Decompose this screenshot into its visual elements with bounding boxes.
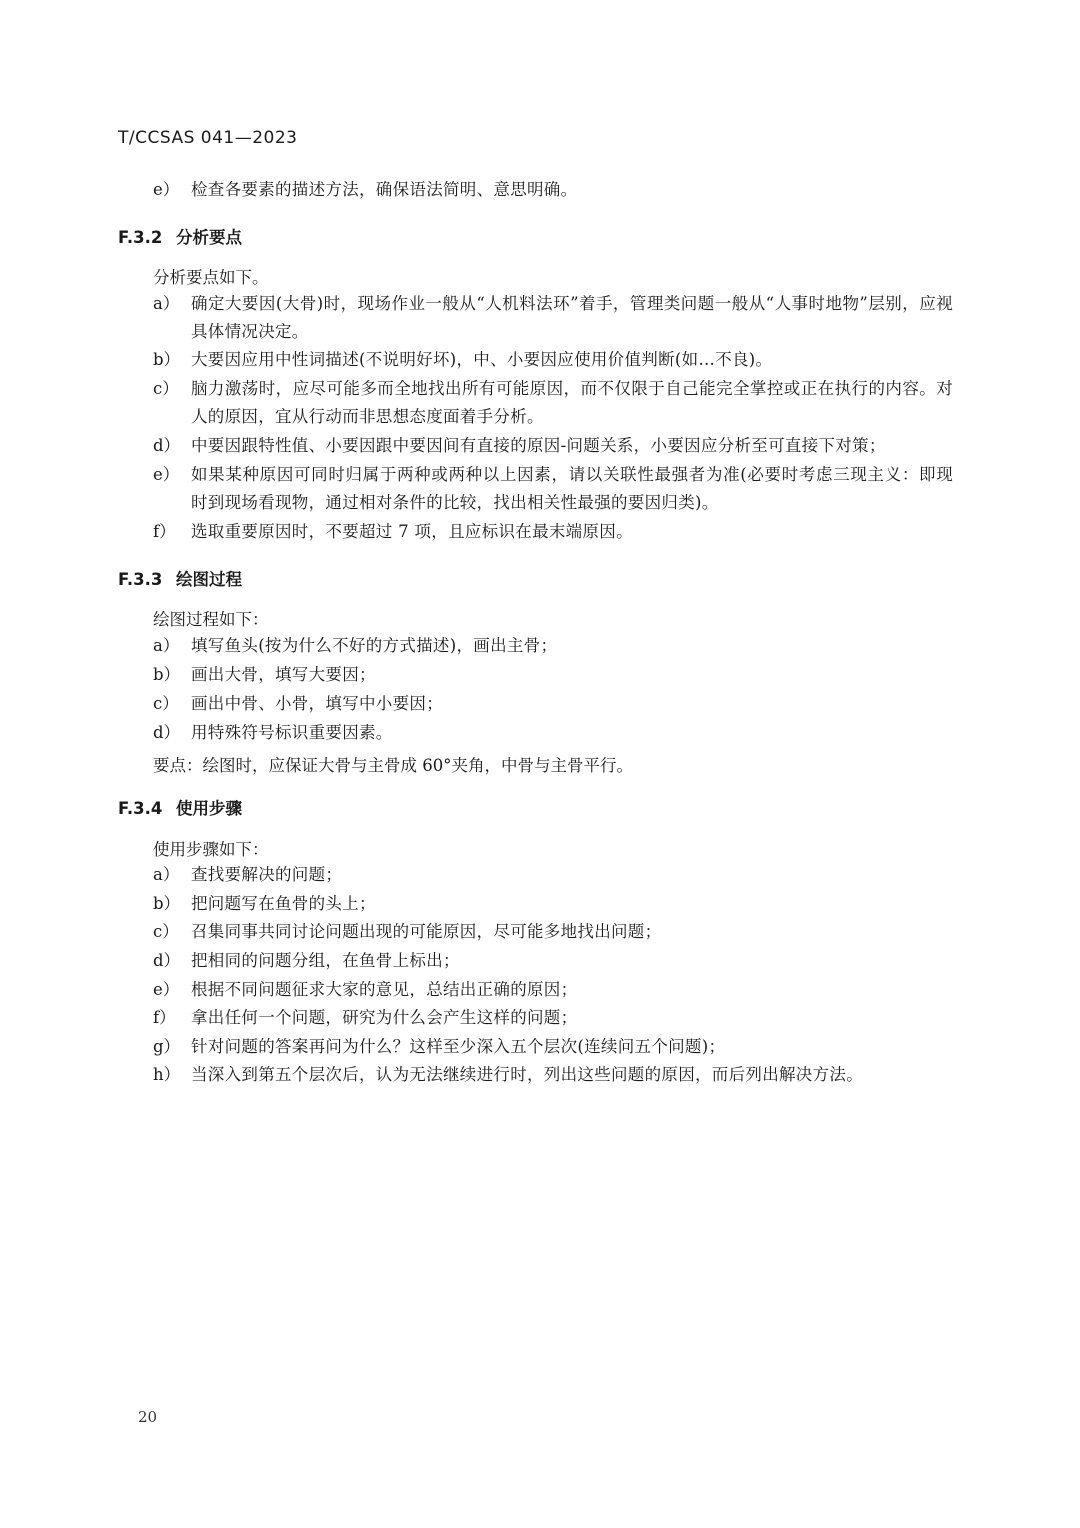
list-item xyxy=(153,890,953,918)
section-lead: 使用步骤如下： xyxy=(153,840,269,859)
item-text: 把问题写在鱼骨的头上； xyxy=(191,894,376,913)
section-heading xyxy=(118,795,242,819)
item-text: 如果某种原因可同时归属于两种或两种以上因素，请以关联性最强者为准(必要时考虑三现主义：即现时到现场看现物，通过相对条件的比较，找出相关性最强的要因归类)。 xyxy=(191,465,953,512)
item-text: 画出大骨，填写大要因； xyxy=(191,665,376,684)
item-marker: e） xyxy=(153,465,180,484)
item-marker: f） xyxy=(153,1008,176,1027)
list-item xyxy=(153,290,953,346)
item-marker: e） xyxy=(153,980,180,999)
list-item xyxy=(153,947,953,975)
item-marker: d） xyxy=(153,951,181,970)
item-marker: c） xyxy=(153,922,179,941)
list-item xyxy=(153,1061,953,1089)
item-marker: b） xyxy=(153,894,181,913)
item-marker: a） xyxy=(153,865,180,884)
item-marker: a） xyxy=(153,636,180,655)
list-item xyxy=(153,632,953,660)
standard-code: T/CCSAS 041—2023 xyxy=(118,128,298,148)
item-text: 选取重要原因时，不要超过 7 项，且应标识在最末端原因。 xyxy=(191,522,633,541)
list-item xyxy=(153,375,953,431)
list-item xyxy=(153,1004,953,1032)
list-item xyxy=(153,690,953,718)
section-heading xyxy=(118,566,242,590)
item-text: 召集同事共同讨论问题出现的可能原因，尽可能多地找出问题； xyxy=(191,922,662,941)
item-marker: c） xyxy=(153,694,179,713)
section-number: F.3.4 xyxy=(118,799,163,818)
list-item xyxy=(153,432,953,460)
item-text: 针对问题的答案再问为什么？这样至少深入五个层次(连续问五个问题)； xyxy=(191,1037,726,1056)
item-text: 脑力激荡时，应尽可能多而全地找出所有可能原因，而不仅限于自己能完全掌控或正在执行的内容。对人的原因，宜从行动而非思想态度面着手分析。 xyxy=(191,379,953,426)
list-item xyxy=(153,346,953,374)
list-item xyxy=(153,661,953,689)
item-text: 当深入到第五个层次后，认为无法继续进行时，列出这些问题的原因，而后列出解决方法。 xyxy=(191,1065,863,1084)
list-item xyxy=(153,918,953,946)
item-marker: f） xyxy=(153,522,176,541)
list-item xyxy=(153,461,953,517)
list-item xyxy=(153,176,953,204)
item-text: 根据不同问题征求大家的意见，总结出正确的原因； xyxy=(191,980,578,999)
item-marker: d） xyxy=(153,436,181,455)
item-marker: b） xyxy=(153,665,181,684)
item-text: 检查各要素的描述方法，确保语法简明、意思明确。 xyxy=(191,180,578,199)
section-title: 分析要点 xyxy=(176,228,242,247)
list-item xyxy=(153,1033,953,1061)
item-text: 把相同的问题分组，在鱼骨上标出； xyxy=(191,951,460,970)
item-text: 用特殊符号标识重要因素。 xyxy=(191,723,393,742)
item-marker: e） xyxy=(153,180,180,199)
item-text: 中要因跟特性值、小要因跟中要因间有直接的原因-问题关系，小要因应分析至可直接下对策； xyxy=(191,436,886,455)
item-text: 大要因应用中性词描述(不说明好坏)，中、小要因应使用价值判断(如…不良)。 xyxy=(191,350,773,369)
section-heading xyxy=(118,224,242,248)
item-text: 查找要解决的问题； xyxy=(191,865,343,884)
item-text: 填写鱼头(按为什么不好的方式描述)，画出主骨； xyxy=(191,636,558,655)
section-note: 要点：绘图时，应保证大骨与主骨成 60°夹角，中骨与主骨平行。 xyxy=(153,756,633,775)
item-marker: b） xyxy=(153,350,181,369)
item-marker: g） xyxy=(153,1037,181,1056)
item-marker: a） xyxy=(153,294,180,313)
item-text: 确定大要因(大骨)时，现场作业一般从“人机料法环”着手，管理类问题一般从“人事时地物”层别，应视具体情况决定。 xyxy=(191,294,953,341)
section-lead: 分析要点如下。 xyxy=(153,268,269,287)
item-text: 拿出任何一个问题，研究为什么会产生这样的问题； xyxy=(191,1008,578,1027)
list-item xyxy=(153,518,953,546)
item-marker: c） xyxy=(153,379,179,398)
page-number: 20 xyxy=(138,1408,158,1426)
section-title: 绘图过程 xyxy=(176,570,242,589)
section-number: F.3.2 xyxy=(118,228,163,247)
list-item xyxy=(153,861,953,889)
item-marker: d） xyxy=(153,723,181,742)
list-item xyxy=(153,719,953,747)
section-lead: 绘图过程如下： xyxy=(153,610,269,629)
section-number: F.3.3 xyxy=(118,570,163,589)
section-title: 使用步骤 xyxy=(176,799,242,818)
item-text: 画出中骨、小骨，填写中小要因； xyxy=(191,694,443,713)
item-marker: h） xyxy=(153,1065,181,1084)
list-item xyxy=(153,976,953,1004)
